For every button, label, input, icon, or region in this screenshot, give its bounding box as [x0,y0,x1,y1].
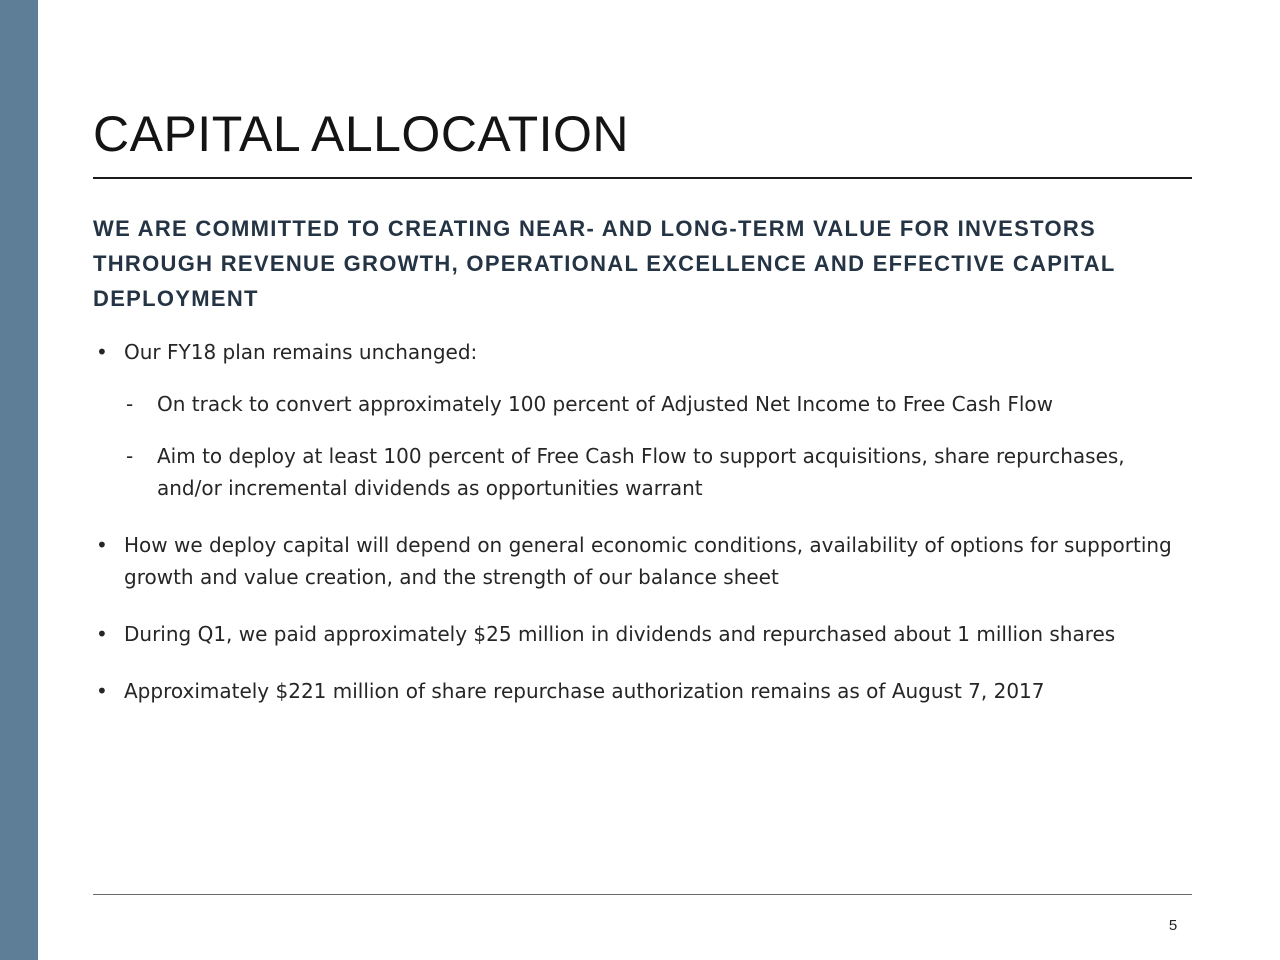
bullet-marker: • [96,340,108,364]
title-divider [93,177,1192,179]
sub-bullet-text: On track to convert approximately 100 percent of Adjusted Net Income to Free Cash Flow [157,392,1053,416]
dash-marker: - [126,444,134,468]
bullet-text: Approximately $221 million of share repurchase authorization remains as of August 7, 2017 [124,679,1045,703]
slide-subtitle: WE ARE COMMITTED TO CREATING NEAR- AND LONG-TERM VALUE FOR INVESTORS THROUGH REVENUE GROWTH, OPERATIONAL EXCELLENCE AND EFFECTIVE CAPITAL DEPLOYMENT [93,216,1116,311]
sub-bullet-item [93,388,1193,420]
sub-bullet-text: Aim to deploy at least 100 percent of Free Cash Flow to support acquisitions, share repurchases, and/or incremental dividends as opportunities warrant [157,444,1125,500]
bullet-text: During Q1, we paid approximately $25 million in dividends and repurchased about 1 million shares [124,622,1116,646]
side-accent-bar [0,0,38,960]
bullet-text: Our FY18 plan remains unchanged: [124,340,478,364]
bullet-item [93,675,1193,707]
bullet-text: How we deploy capital will depend on general economic conditions, availability of options for supporting growth and value creation, and the strength of our balance sheet [124,533,1172,589]
bullet-marker: • [96,679,108,703]
slide-title: CAPITAL ALLOCATION [93,106,630,162]
sub-bullet-item [93,440,1193,504]
footer-divider [93,894,1192,895]
bullet-marker: • [96,533,108,557]
page-number: 5 [1168,917,1178,934]
dash-marker: - [126,392,134,416]
bullet-item [93,529,1193,593]
bullet-item [93,618,1193,650]
bullet-list [93,336,1193,732]
bullet-marker: • [96,622,108,646]
bullet-item [93,336,1193,368]
